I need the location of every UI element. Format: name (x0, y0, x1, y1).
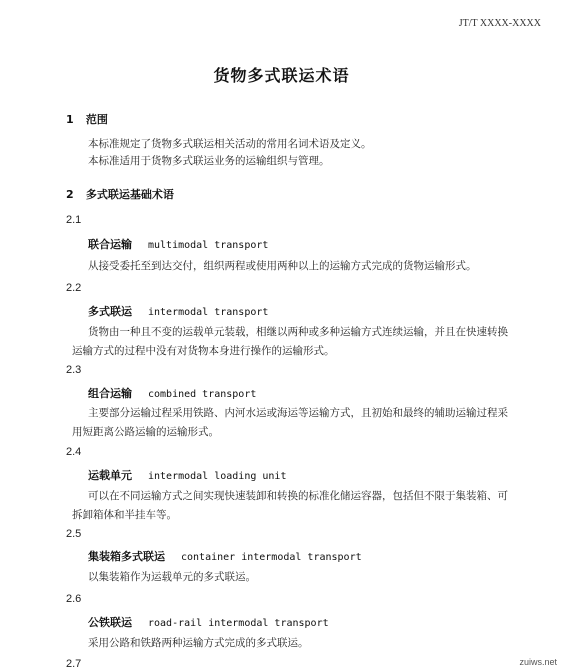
term-heading (88, 385, 256, 401)
term-definition: 从接受委托至到达交付，组织两程或使用两种以上的运输方式完成的货物运输形式。 (88, 260, 477, 272)
standard-code: JT/T XXXX-XXXX (458, 18, 541, 29)
term-heading (88, 548, 362, 564)
term-english: intermodal transport (148, 307, 269, 318)
term-english: combined transport (148, 389, 257, 400)
term-chinese: 联合运输 (88, 238, 132, 251)
document-title: 货物多式联运术语 (213, 66, 350, 85)
term-number: 2.3 (66, 364, 82, 376)
term-definition: 货物由一种且不变的运载单元装载，相继以两种或多种运输方式连续运输，并且在快速转换运输方式的过程中没有对货物本身进行操作的运输形式。 (72, 326, 508, 357)
section-number: 1 (66, 113, 74, 126)
section-heading-scope (66, 111, 108, 127)
site-watermark: zuiws.net (519, 657, 557, 667)
scope-paragraph: 本标准规定了货物多式联运相关活动的常用名词术语及定义。 (88, 138, 372, 150)
term-chinese: 组合运输 (88, 387, 132, 400)
term-english: intermodal loading unit (148, 471, 287, 482)
term-english: multimodal transport (148, 240, 269, 251)
term-chinese: 多式联运 (88, 305, 132, 318)
section-heading-basic-terms (66, 186, 174, 202)
term-number: 2.5 (66, 528, 82, 540)
term-number: 2.6 (66, 593, 82, 605)
term-definition: 采用公路和铁路两种运输方式完成的多式联运。 (88, 637, 309, 649)
section-title: 范围 (85, 113, 108, 126)
term-definition: 以集装箱作为运载单元的多式联运。 (88, 571, 256, 583)
section-number: 2 (66, 188, 74, 201)
term-heading (88, 467, 286, 483)
term-english: road-rail intermodal transport (148, 618, 329, 629)
term-number: 2.2 (66, 282, 82, 294)
term-chinese: 公铁联运 (88, 616, 132, 629)
term-number: 2.4 (66, 446, 82, 458)
term-heading (88, 614, 329, 630)
term-definition: 可以在不同运输方式之间实现快速装卸和转换的标准化储运容器，包括但不限于集装箱、可拆卸箱体和半挂车等。 (72, 490, 508, 521)
term-heading (88, 303, 268, 319)
scope-paragraph: 本标准适用于货物多式联运业务的运输组织与管理。 (88, 155, 330, 167)
section-title: 多式联运基础术语 (85, 188, 174, 201)
term-english: container intermodal transport (181, 552, 362, 563)
term-number: 2.7 (66, 658, 82, 670)
term-chinese: 运载单元 (88, 469, 132, 482)
term-heading (88, 236, 268, 252)
term-chinese: 集装箱多式联运 (88, 550, 165, 563)
term-definition: 主要部分运输过程采用铁路、内河水运或海运等运输方式，且初始和最终的辅助运输过程采用短距离公路运输的运输形式。 (72, 407, 508, 438)
term-number: 2.1 (66, 214, 82, 226)
